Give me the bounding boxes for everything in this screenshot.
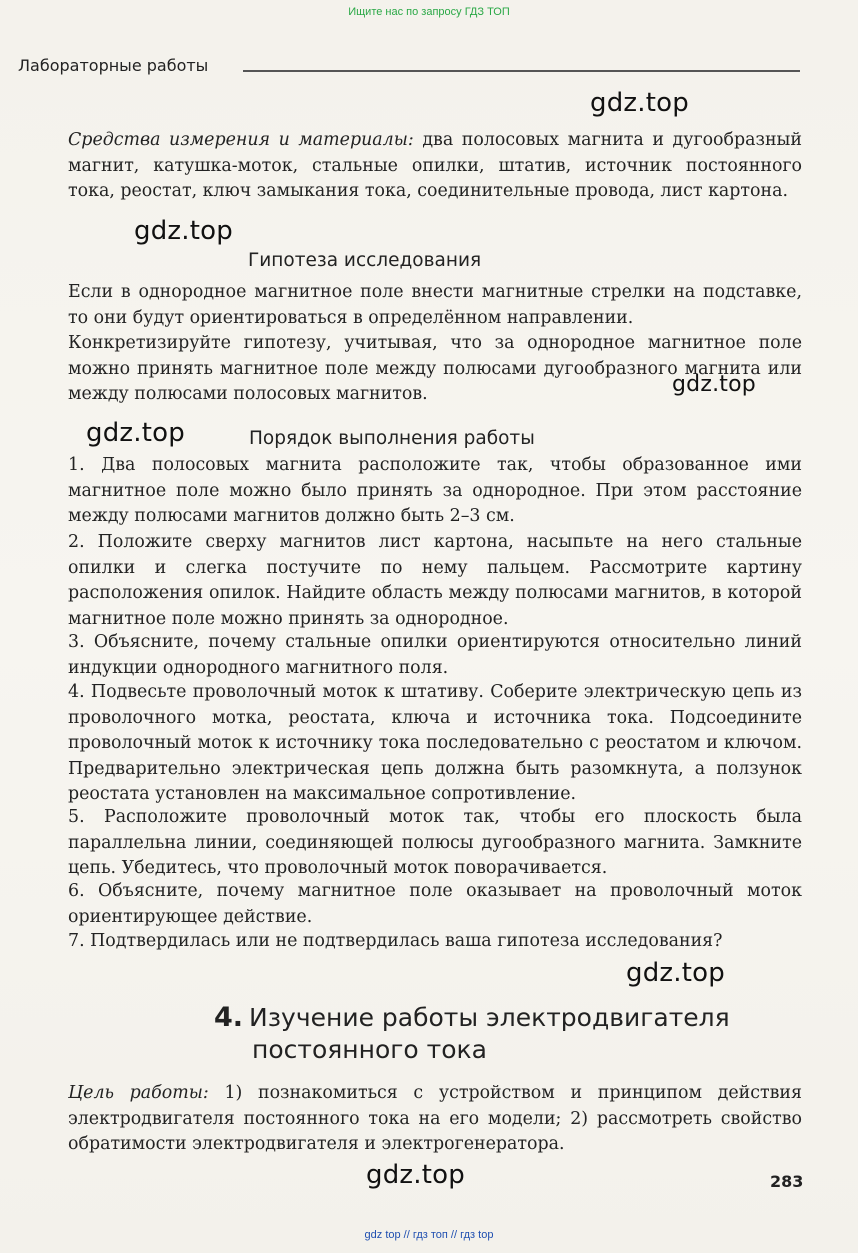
running-head-label: Лабораторные работы	[18, 56, 209, 75]
page-number: 283	[770, 1172, 804, 1191]
running-head-rule	[243, 70, 800, 72]
step-text: 7. Подтвердилась или не подтвердилась ваша гипотеза исследования?	[68, 931, 723, 951]
procedure-step-2	[68, 530, 802, 632]
top-banner[interactable]: Ищите нас по запросу ГДЗ ТОП	[348, 6, 510, 18]
watermark: gdz.top	[590, 88, 689, 118]
lab-4-number: 4.	[214, 1002, 244, 1033]
hypothesis-heading: Гипотеза исследования	[248, 250, 482, 271]
bottom-banner[interactable]: gdz top // гдз топ // гдз top	[364, 1229, 494, 1241]
hypothesis-text-1: Если в однородное магнитное поле внести магнитные стрелки на подставке, то они будут ориентироваться в определённом направлении.	[68, 282, 802, 328]
procedure-step-3	[68, 630, 802, 681]
lab-4-heading	[214, 1002, 730, 1066]
watermark: gdz.top	[672, 372, 756, 397]
procedure-step-6	[68, 879, 802, 930]
step-text: 6. Объясните, почему магнитное поле оказывает на проволочный моток ориентирующее действие.	[68, 881, 802, 927]
watermark: gdz.top	[86, 418, 185, 448]
step-text: 4. Подвесьте проволочный моток к штативу. Соберите электрическую цепь из проволочного мотка, реостата, ключа и источника тока. Подсоедините проволочный моток к источнику тока последовательно с реостатом и ключом. Предварительно электрическая цепь должна быть разомкнута, а ползунок реостата установлен на максимальное сопротивление.	[68, 682, 802, 804]
procedure-step-7	[68, 929, 802, 955]
materials-text: два полосовых магнита и дугообразный магнит, катушка-моток, стальные опилки, штатив, источник постоянного тока, реостат, ключ замыкания тока, соединительные провода, лист картона.	[68, 130, 802, 201]
watermark: gdz.top	[626, 958, 725, 988]
materials-lead: Средства измерения и материалы:	[68, 130, 414, 150]
watermark: gdz.top	[366, 1160, 465, 1190]
goal-lead: Цель работы:	[68, 1083, 209, 1103]
step-text: 5. Расположите проволочный моток так, чтобы его плоскость была параллельна линии, соединяющей полюсы дугообразного магнита. Замкните цепь. Убедитесь, что проволочный моток поворачивается.	[68, 807, 802, 878]
procedure-step-1	[68, 453, 802, 530]
goal-paragraph	[68, 1081, 802, 1158]
procedure-step-4	[68, 680, 802, 808]
goal-text: 1) познакомиться с устройством и принципом действия электродвигателя постоянного тока на его модели; 2) рассмотреть свойство обратимости электродвигателя и электрогенератора.	[68, 1083, 802, 1154]
step-text: 2. Положите сверху магнитов лист картона, насыпьте на него стальные опилки и слегка постучите по нему пальцем. Рассмотрите картину расположения опилок. Найдите область между полюсами магнитов, в которой магнитное поле можно принять за однородное.	[68, 532, 802, 629]
lab-4-title-line-1: Изучение работы электродвигателя	[249, 1003, 730, 1032]
procedure-step-5	[68, 805, 802, 882]
procedure-heading: Порядок выполнения работы	[249, 428, 535, 449]
hypothesis-text-2: Конкретизируйте гипотезу, учитывая, что за однородное магнитное поле можно принять магнитное поле между полюсами дугообразного магнита или между полюсами полосовых магнитов.	[68, 333, 802, 404]
lab-4-title-line-2: постоянного тока	[252, 1035, 487, 1064]
step-text: 3. Объясните, почему стальные опилки ориентируются относительно линий индукции однородного магнитного поля.	[68, 632, 802, 678]
hypothesis-paragraph-1	[68, 280, 802, 331]
watermark: gdz.top	[134, 216, 233, 246]
running-head	[18, 56, 800, 80]
materials-paragraph	[68, 128, 802, 205]
step-text: 1. Два полосовых магнита расположите так, чтобы образованное ими магнитное поле можно было принять за однородное. При этом расстояние между полюсами магнитов должно быть 2–3 см.	[68, 455, 802, 526]
